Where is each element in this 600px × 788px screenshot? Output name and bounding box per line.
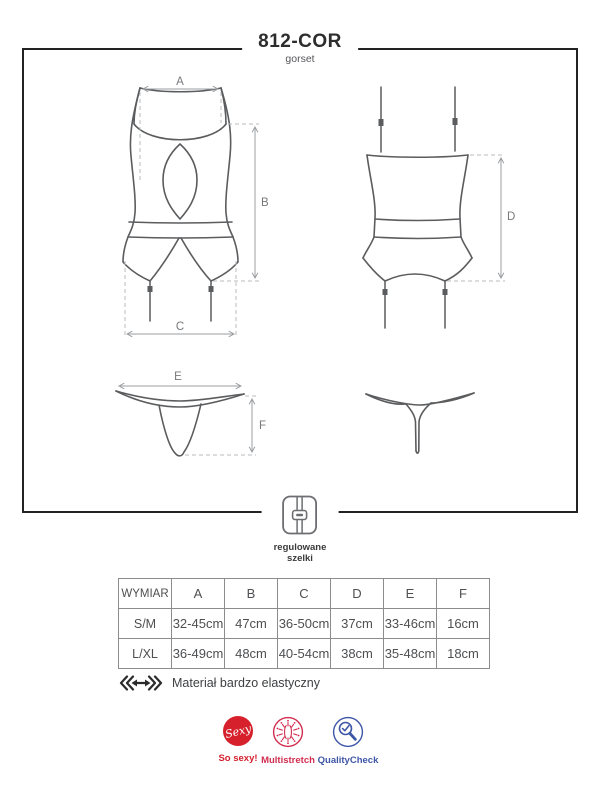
badge-label: Multistretch bbox=[261, 755, 315, 766]
size-label: S/M bbox=[119, 609, 172, 639]
table-header-row bbox=[119, 579, 490, 609]
table-header-cell: D bbox=[331, 579, 384, 609]
strap-note-line2: szelki bbox=[287, 553, 313, 564]
material-note bbox=[119, 675, 320, 691]
table-row bbox=[119, 609, 490, 639]
table-header-cell: A bbox=[172, 579, 225, 609]
table-header-cell: C bbox=[278, 579, 331, 609]
title-block bbox=[242, 31, 358, 65]
qualitycheck-icon bbox=[332, 716, 364, 748]
table-header-cell: B bbox=[225, 579, 278, 609]
table-cell: 16cm bbox=[437, 609, 490, 639]
panty-front-drawing bbox=[116, 391, 244, 456]
product-subtitle: gorset bbox=[285, 53, 315, 65]
table-header-cell: E bbox=[384, 579, 437, 609]
stretch-arrows-icon bbox=[119, 675, 163, 691]
table-cell: 32-45cm bbox=[172, 609, 225, 639]
badge-multistretch bbox=[258, 716, 318, 766]
table-header-cell: WYMIAR bbox=[119, 579, 172, 609]
sexy-script-text: Sexy bbox=[223, 721, 253, 741]
strap-note-line1: regulowane bbox=[273, 542, 327, 553]
dim-label-e: E bbox=[174, 371, 182, 383]
adjustable-straps-block bbox=[262, 494, 339, 564]
table-cell: 37cm bbox=[331, 609, 384, 639]
badge-label: QualityCheck bbox=[317, 755, 379, 766]
size-table bbox=[118, 578, 490, 669]
corset-back-dimensions bbox=[447, 155, 505, 281]
strap-adjuster-icon bbox=[282, 495, 318, 535]
product-title: 812-COR bbox=[258, 31, 342, 52]
table-cell: 47cm bbox=[225, 609, 278, 639]
size-label: L/XL bbox=[119, 639, 172, 669]
material-note-text: Materiał bardzo elastyczny bbox=[172, 676, 320, 690]
table-cell: 40-54cm bbox=[278, 639, 331, 669]
table-cell: 36-49cm bbox=[172, 639, 225, 669]
dim-label-a: A bbox=[176, 76, 184, 88]
corset-front-dimensions bbox=[125, 89, 259, 338]
multistretch-icon bbox=[272, 716, 304, 748]
dim-label-f: F bbox=[259, 420, 267, 432]
badge-qualitycheck bbox=[313, 716, 383, 766]
dim-label-c: C bbox=[175, 321, 185, 333]
garment-diagrams bbox=[22, 48, 578, 513]
table-cell: 18cm bbox=[437, 639, 490, 669]
badge-label: So sexy! bbox=[218, 753, 258, 764]
table-cell: 38cm bbox=[331, 639, 384, 669]
dim-label-b: B bbox=[261, 197, 269, 209]
table-row bbox=[119, 639, 490, 669]
panty-back-drawing bbox=[366, 393, 474, 453]
table-cell: 33-46cm bbox=[384, 609, 437, 639]
dim-label-d: D bbox=[507, 211, 516, 223]
table-cell: 48cm bbox=[225, 639, 278, 669]
table-cell: 35-48cm bbox=[384, 639, 437, 669]
table-header-cell: F bbox=[437, 579, 490, 609]
table-cell: 36-50cm bbox=[278, 609, 331, 639]
corset-back-drawing bbox=[363, 87, 472, 328]
sexy-badge-icon bbox=[223, 716, 253, 746]
